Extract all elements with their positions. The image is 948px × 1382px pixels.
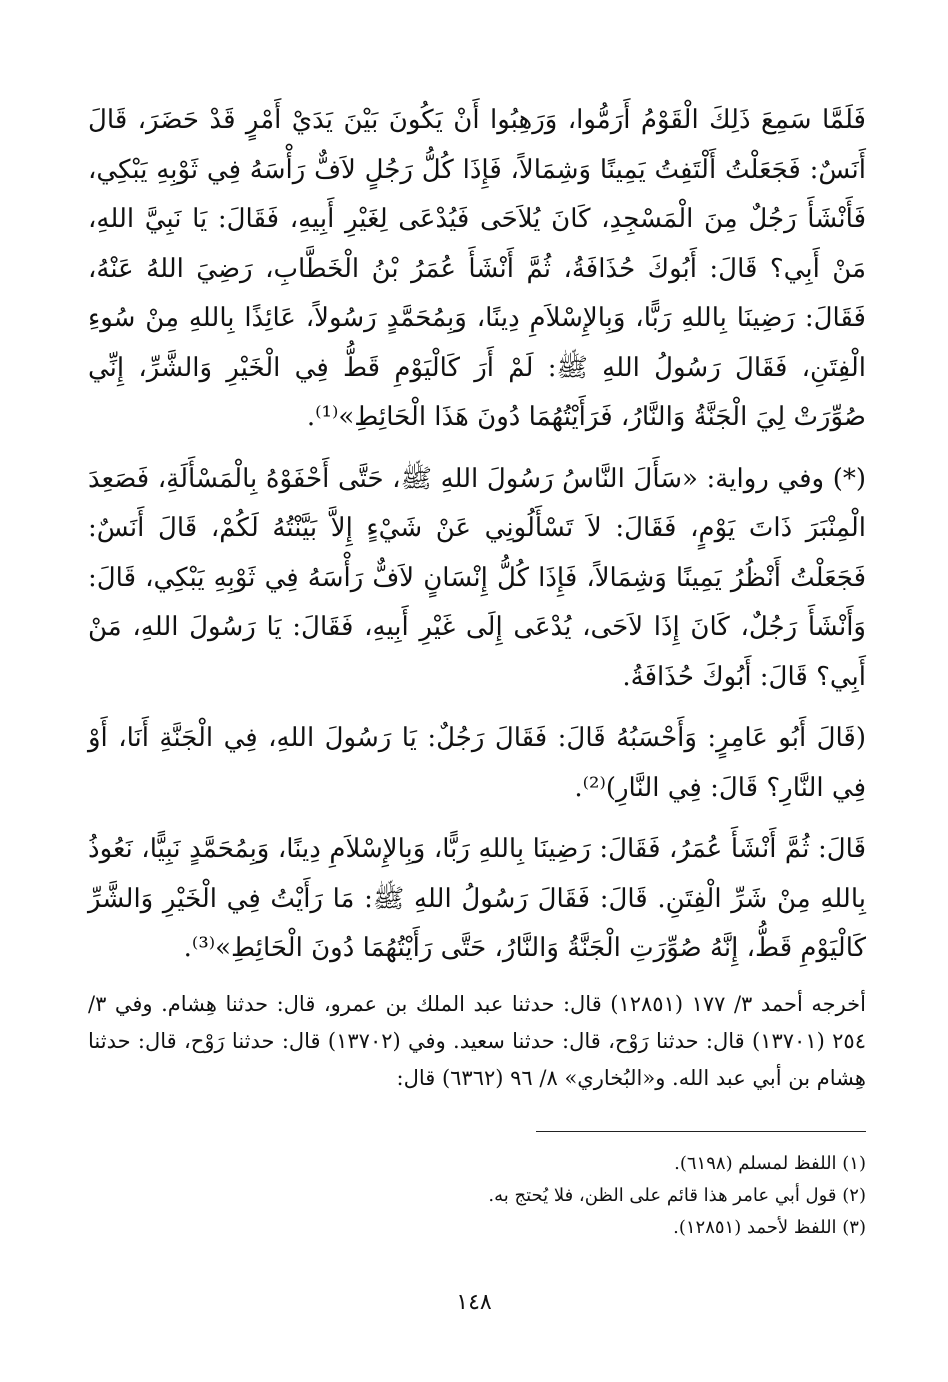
footnote-3: (٣) اللفظ لأحمد (١٢٨٥١). [673,1217,866,1238]
footnote-2: (٢) قول أبي عامر هذا قائم على الظن، فلا يُحتج به. [488,1185,866,1206]
hadith-paragraph-1: فَلَمَّا سَمِعَ ذَلِكَ الْقَوْمُ أَرَمُّوا، وَرَهِبُوا أَنْ يَكُونَ بَيْنَ يَدَيْ أَمْرٍ قَدْ حَضَرَ، قَالَ أَنَسٌ: فَجَعَلْتُ أَلْتَفِتُ يَمِينًا وَشِمَالاً، فَإِذَا كُلُّ رَجُلٍ لاَفٌّ رَأْسَهُ فِي ثَوْبِهِ يَبْكِي، فَأَنْشَأَ رَجُلٌ مِنَ الْمَسْجِدِ، كَانَ يُلاَحَى فَيُدْعَى لِغَيْرِ أَبِيهِ، فَقَالَ: يَا نَبِيَّ اللهِ، مَنْ أَبِي؟ قَالَ: أَبُوكَ حُذَافَةُ، ثُمَّ أَنْشَأَ عُمَرُ بْنُ الْخَطَّابِ، رَضِيَ اللهُ عَنْهُ، فَقَالَ: رَضِينَا بِاللهِ رَبًّا، وَبِالإِسْلاَمِ دِينًا، وَبِمُحَمَّدٍ رَسُولاً، عَائِذًا بِاللهِ مِنْ سُوءِ الْفِتَنِ، فَقَالَ رَسُولُ اللهِ ﷺ: لَمْ أَرَ كَالْيَوْمِ قَطُّ فِي الْخَيْرِ وَالشَّرِّ، إِنِّي صُوِّرَتْ لِيَ الْجَنَّةُ وَالنَّارُ، فَرَأَيْتُهُمَا دُونَ هَذَا الْحَائِطِ»⁽¹⁾. [88,105,866,432]
footnote-separator [536,1131,866,1132]
footnotes [88,1148,866,1244]
main-text [88,96,866,1097]
page-number: ١٤٨ [456,1290,492,1315]
hadith-paragraph-2: (*) وفي رواية: «سَأَلَ النَّاسُ رَسُولَ اللهِ ﷺ، حَتَّى أَحْفَوْهُ بِالْمَسْأَلَةِ، فَصَعِدَ الْمِنْبَرَ ذَاتَ يَوْمٍ، فَقَالَ: لاَ تَسْأَلُونِي عَنْ شَيْءٍ إِلاَّ بَيَّنْتُهُ لَكُمْ، قَالَ أَنَسٌ: فَجَعَلْتُ أَنْظُرُ يَمِينًا وَشِمَالاً، فَإِذَا كُلُّ إِنْسَانٍ لاَفٌّ رَأْسَهُ فِي ثَوْبِهِ يَبْكِي، قَالَ: وَأَنْشَأَ رَجُلٌ، كَانَ إِذَا لاَحَى، يُدْعَى إِلَى غَيْرِ أَبِيهِ، فَقَالَ: يَا رَسُولَ اللهِ، مَنْ أَبِي؟ قَالَ: أَبُوكَ حُذَافَةُ. [88,463,866,692]
footnote-1: (١) اللفظ لمسلم (٦١٩٨). [674,1153,866,1174]
takhrij-paragraph: أخرجه أحمد ٣/ ١٧٧ (١٢٨٥١) قال: حدثنا عبد الملك بن عمرو، قال: حدثنا هِشام. وفي ٣/ ٢٥٤ (١٣٧٠١) قال: حدثنا رَوْح، قال: حدثنا سعيد. وفي (١٣٧٠٢) قال: حدثنا رَوْح، قال: حدثنا هِشام بن أبي عبد الله. و«البُخاري» ٨/ ٩٦ (٦٣٦٢) قال: [88,991,866,1090]
hadith-paragraph-3: (قَالَ أَبُو عَامِرٍ: وَأَحْسَبُهُ قَالَ: فَقَالَ رَجُلٌ: يَا رَسُولَ اللهِ، فِي الْجَنَّةِ أَنَا، أَوْ فِي النَّارِ؟ قَالَ: فِي النَّارِ)⁽²⁾. [88,723,866,803]
hadith-paragraph-4: قَالَ: ثُمَّ أَنْشَأَ عُمَرُ، فَقَالَ: رَضِينَا بِاللهِ رَبًّا، وَبِالإِسْلاَمِ دِينًا، وَبِمُحَمَّدٍ نَبِيًّا، نَعُوذُ بِاللهِ مِنْ شَرِّ الْفِتَنِ. قَالَ: فَقَالَ رَسُولُ اللهِ ﷺ: مَا رَأَيْتُ فِي الْخَيْرِ وَالشَّرِّ كَالْيَوْمِ قَطُّ، إِنَّهُ صُوِّرَتِ الْجَنَّةُ وَالنَّارُ، حَتَّى رَأَيْتُهُمَا دُونَ الْحَائِطِ»⁽³⁾. [88,834,866,963]
